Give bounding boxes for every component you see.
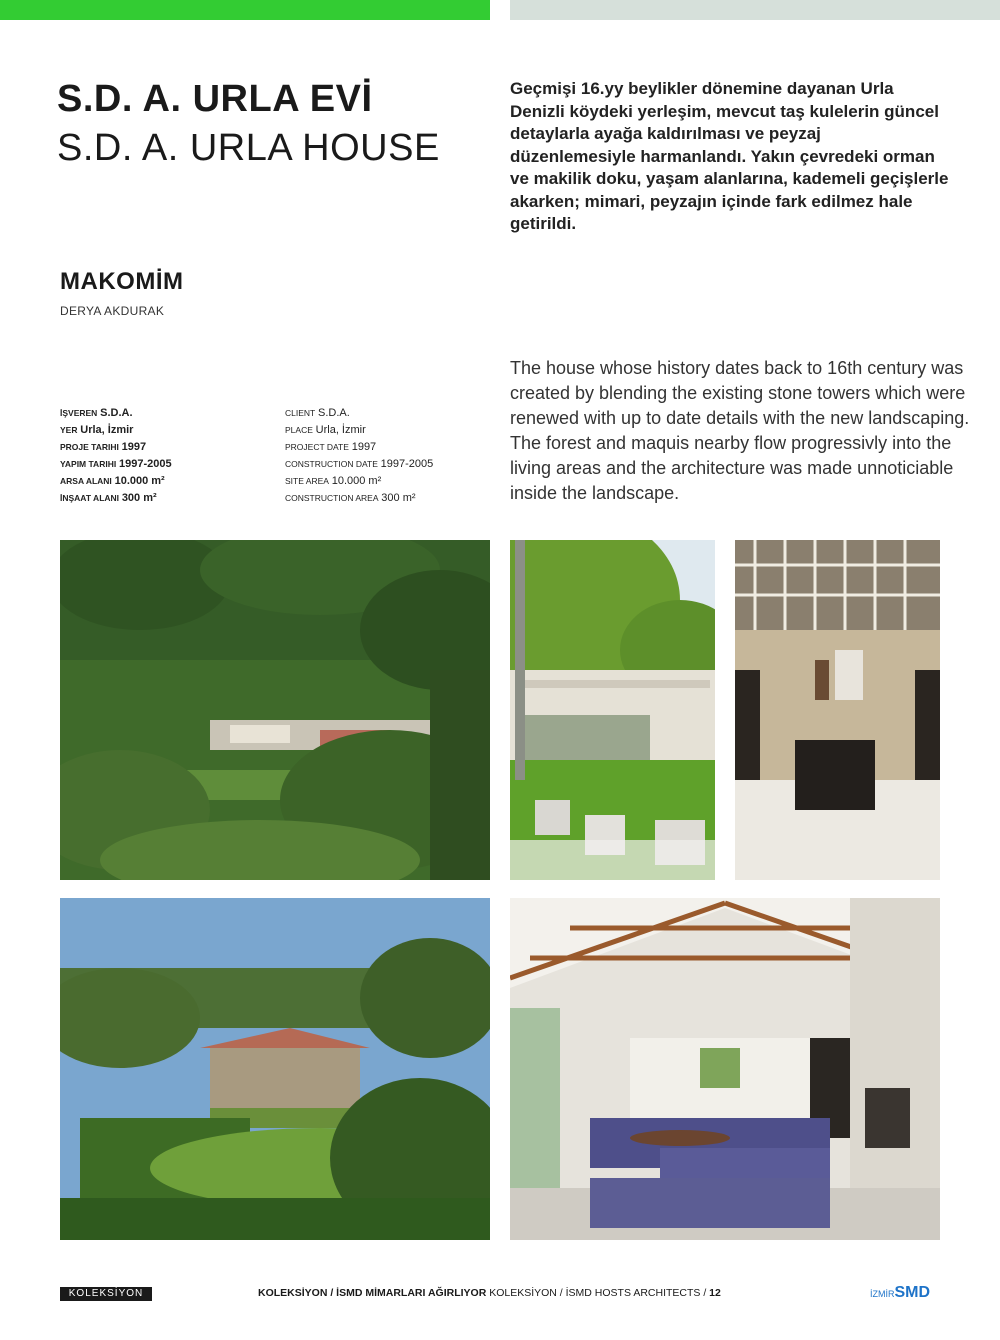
credit-row — [60, 473, 172, 490]
credit-value: 1997 — [351, 441, 377, 453]
footer-logo: KOLEKSİYON — [60, 1287, 152, 1301]
credit-row — [60, 490, 172, 507]
credit-key: PLACE — [285, 425, 313, 435]
credit-key: SITE AREA — [285, 476, 329, 486]
credits-list-tr — [60, 405, 172, 507]
credit-key: PROJE TARIHI — [60, 442, 119, 452]
credit-key: YAPIM TARIHI — [60, 459, 117, 469]
credit-key: PROJECT DATE — [285, 442, 349, 452]
credit-key: CONSTRUCTION DATE — [285, 459, 378, 469]
footer-caption-bold: KOLEKSİYON / İSMD MİMARLARI AĞIRLIYOR — [258, 1287, 487, 1299]
brand-small-text: İZMİR — [870, 1289, 895, 1299]
credit-value: 1997-2005 — [118, 458, 172, 470]
credit-key: YER — [60, 425, 78, 435]
credit-value: 1997 — [121, 441, 147, 453]
intro-text-tr: Geçmişi 16.yy beylikler dönemine dayanan Urla Denizli köydeki yerleşim, mevcut taş kulelerin güncel detaylarla ayağa kaldırılması ve peyzaj düzenlemesiyle harmanlandı. Yakın çevredeki orman ve makilik doku, yaşam alanlarına, kademeli geçişlerle akarken; mimari, peyzajın içinde fark edilmez hale getirildi. — [510, 79, 949, 233]
credit-value: 300 m² — [121, 492, 157, 504]
architect-person: DERYA AKDURAK — [60, 304, 165, 318]
credit-key: ARSA ALANI — [60, 476, 112, 486]
architect-firm: MAKOMİM — [60, 268, 184, 295]
photo-living-room — [510, 898, 940, 1240]
header-accent-bar-grey — [510, 0, 1000, 20]
footer-brand-logo — [870, 1284, 930, 1302]
credit-value: 10.000 m² — [114, 475, 165, 487]
credit-key: İNŞAAT ALANI — [60, 493, 120, 503]
photo-hillside-house — [60, 540, 490, 880]
credit-row — [285, 473, 433, 490]
credit-row — [60, 405, 172, 422]
credit-row — [60, 439, 172, 456]
credit-key: CONSTRUCTION AREA — [285, 493, 379, 503]
footer-caption — [258, 1287, 721, 1299]
credit-row — [285, 439, 433, 456]
credit-row — [285, 490, 433, 507]
credit-value: S.D.A. — [100, 407, 133, 419]
footer-caption-regular: KOLEKSİYON / İSMD HOSTS ARCHITECTS / — [486, 1287, 710, 1299]
photo-stone-interior — [735, 540, 940, 880]
credit-value: Urla, İzmir — [315, 424, 366, 436]
photo-garden-pergola — [510, 540, 715, 880]
credit-value: 300 m² — [381, 492, 416, 504]
credit-row — [60, 422, 172, 439]
credit-key: İŞVEREN — [60, 408, 98, 418]
page-title-tr: S.D. A. URLA EVİ — [57, 78, 373, 120]
credits-list-en — [285, 405, 433, 507]
header-accent-bar-green — [0, 0, 490, 20]
credit-value: Urla, İzmir — [80, 424, 134, 436]
credit-row — [285, 422, 433, 439]
credit-row — [285, 405, 433, 422]
credit-key: CLIENT — [285, 408, 316, 418]
brand-big-text: SMD — [894, 1284, 931, 1301]
credit-row — [285, 456, 433, 473]
page-number: 12 — [709, 1287, 721, 1299]
credit-value: 10.000 m² — [331, 475, 382, 487]
photo-stone-house-garden — [60, 898, 490, 1240]
credit-row — [60, 456, 172, 473]
page-title-en: S.D. A. URLA HOUSE — [57, 127, 440, 169]
credit-value: 1997-2005 — [380, 458, 434, 470]
intro-text-en: The house whose history dates back to 16th century was created by blending the existing stone towers which were renewed with up to date details with the new landscaping. The forest and maquis nearby flow progressivly into the living areas and the architecture was made unnoticiable inside the landscape. — [510, 358, 970, 503]
credit-value: S.D.A. — [318, 407, 350, 419]
